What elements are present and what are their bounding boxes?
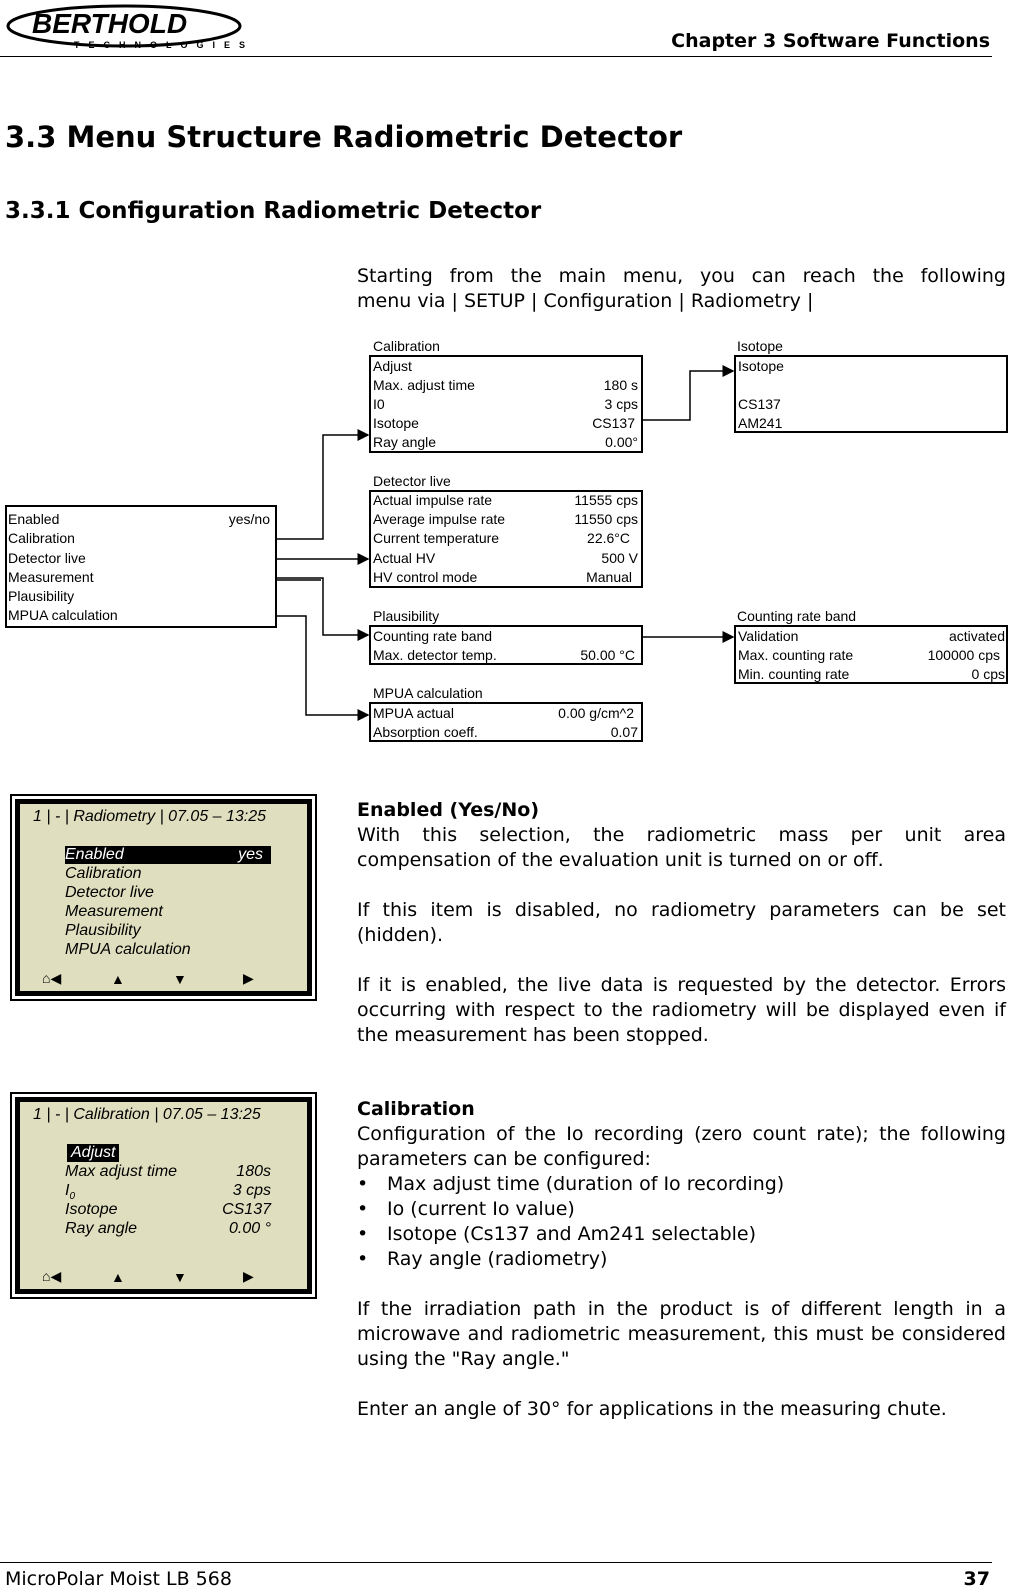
page-number: 37: [963, 1568, 990, 1590]
lcd-selected-item[interactable]: Adjust: [67, 1144, 119, 1162]
footer-divider: [0, 1562, 992, 1563]
list-item: • Max adjust time (duration of Io recording): [357, 1172, 1006, 1197]
main-enabled: Enabled: [8, 511, 60, 527]
svg-text:Average impulse rate: Average impulse rate: [373, 511, 506, 527]
cal-row-label: Max. adjust time: [373, 377, 475, 393]
calibration-box: [370, 338, 642, 452]
svg-text:22.6°C: 22.6°C: [587, 530, 630, 546]
calibration-title: Calibration: [373, 338, 440, 354]
svg-text:500 V: 500 V: [601, 550, 638, 566]
svg-text:11555 cps: 11555 cps: [574, 492, 638, 508]
svg-text:Validation: Validation: [738, 628, 799, 644]
down-button[interactable]: ▼: [173, 1269, 187, 1285]
svg-text:0.00 g/cm^2: 0.00 g/cm^2: [558, 705, 634, 721]
list-item: • Io (current Io value): [357, 1197, 1006, 1222]
up-button[interactable]: ▲: [111, 971, 125, 987]
mpua-title: MPUA calculation: [373, 685, 483, 701]
main-item: MPUA calculation: [8, 607, 118, 623]
logo-text: BERTHOLD: [32, 8, 188, 39]
svg-text:Absorption coeff.: Absorption coeff.: [373, 724, 478, 740]
svg-text:Min. counting rate: Min. counting rate: [738, 666, 850, 682]
enabled-section: Enabled (Yes/No) With this selection, the radiometric mass per unit area compensation of the evaluation unit is turned on or off. If this item is disabled, no radiometry parameters can be set (hidden). If it is enabled, the live data is requested by the detector. Errors occurring with respect to the radiometry will be displayed even if the measurement has been stopped.: [357, 799, 1006, 1046]
svg-text:Actual HV: Actual HV: [373, 550, 436, 566]
lcd-item[interactable]: Plausibility: [65, 922, 141, 939]
svg-text:Max. counting rate: Max. counting rate: [738, 647, 854, 663]
list-item: • Ray angle (radiometry): [357, 1247, 1006, 1272]
cal-row-value: 3 cps: [604, 396, 638, 412]
svg-text:Counting rate band: Counting rate band: [373, 628, 493, 644]
enabled-heading: Enabled (Yes/No): [357, 799, 540, 821]
footer-product: MicroPolar Moist LB 568: [5, 1568, 232, 1590]
cal-row-value: 0.00°: [605, 434, 638, 450]
lcd-selected-item[interactable]: Enabled yes: [65, 846, 271, 864]
logo-subtext: TECHNOLOGIES: [74, 40, 255, 50]
lcd-item[interactable]: Detector live: [65, 884, 154, 901]
main-item: Calibration: [8, 530, 75, 546]
cal-row-label: Adjust: [373, 358, 412, 374]
right-button[interactable]: ▶: [243, 1268, 254, 1284]
plausibility-box: [370, 608, 642, 664]
list-item: • Isotope (Cs137 and Am241 selectable): [357, 1222, 1006, 1247]
detector-live-box: [370, 473, 642, 587]
svg-text:HV control mode: HV control mode: [373, 569, 478, 585]
svg-text:50.00 °C: 50.00 °C: [580, 647, 635, 663]
svg-text:0 cps: 0 cps: [971, 666, 1005, 682]
header-divider: [0, 56, 992, 57]
main-enabled-value: yes/no: [228, 511, 270, 527]
main-item: Measurement: [8, 569, 94, 585]
main-item: Detector live: [8, 550, 86, 566]
lcd-calibration: [10, 1092, 317, 1299]
isotope-row: Isotope: [738, 358, 784, 374]
svg-text:11550 cps: 11550 cps: [574, 511, 638, 527]
counting-rate-band-box: [735, 608, 1007, 683]
detector-live-title: Detector live: [373, 473, 451, 489]
up-button[interactable]: ▲: [111, 1269, 125, 1285]
subsection-title: 3.3.1 Configuration Radiometric Detector: [5, 198, 542, 224]
home-back-button[interactable]: ⌂◀: [42, 1268, 62, 1284]
isotope-title: Isotope: [737, 338, 783, 354]
lcd-radiometry: [10, 794, 317, 1001]
section-title: 3.3 Menu Structure Radiometric Detector: [5, 120, 683, 154]
lcd-status-bar: 1 | - | Calibration | 07.05 – 13:25: [33, 1106, 261, 1123]
lcd-item[interactable]: Measurement: [65, 903, 163, 920]
cal-row-label: Ray angle: [373, 434, 437, 450]
cal-row-value: 180 s: [603, 377, 638, 393]
main-menu-box: [6, 506, 276, 627]
chapter-title: Chapter 3 Software Functions: [671, 30, 990, 52]
menu-structure-diagram: [0, 335, 1010, 765]
calibration-heading: Calibration: [357, 1098, 475, 1120]
cal-row-label: Isotope: [373, 415, 419, 431]
svg-text:MPUA actual: MPUA actual: [373, 705, 454, 721]
intro-text: Starting from the main menu, you can reach the following menu via | SETUP | Configuration | Radiometry |: [357, 265, 1006, 312]
svg-text:Manual: Manual: [586, 569, 632, 585]
svg-text:activated: activated: [948, 628, 1005, 644]
lcd-item[interactable]: Ray angle 0.00 °: [65, 1220, 271, 1237]
plausibility-title: Plausibility: [373, 608, 440, 624]
home-back-button[interactable]: ⌂◀: [42, 970, 62, 986]
right-button[interactable]: ▶: [243, 970, 254, 986]
isotope-box: [735, 338, 1007, 432]
isotope-row: CS137: [738, 396, 781, 412]
svg-text:Actual impulse rate: Actual impulse rate: [373, 492, 493, 508]
mpua-box: [370, 685, 642, 741]
calibration-section: Calibration Configuration of the Io recording (zero count rate); the following parameters can be configured: • Max adjust time (duration of Io recording) • Io (current Io value) • Isotope (Cs137 and Am241 selectable) • Ray angle (radiometry) If the irradiation path in the product is of different length in a microwave and radiometric measurement, this must be considered using the "Ray angle." Enter an angle of 30° for applications in the measuring chute.: [357, 1097, 1006, 1422]
svg-text:100000 cps: 100000 cps: [927, 647, 1000, 663]
lcd-item[interactable]: Calibration: [65, 865, 142, 882]
lcd-item[interactable]: MPUA calculation: [65, 941, 191, 958]
svg-text:Current temperature: Current temperature: [373, 530, 500, 546]
calibration-bullets: [357, 1172, 1006, 1272]
main-item: Plausibility: [8, 588, 75, 604]
svg-text:0.07: 0.07: [610, 724, 638, 740]
isotope-row: AM241: [738, 415, 783, 431]
counting-band-title: Counting rate band: [737, 608, 857, 624]
cal-row-value: CS137: [592, 415, 635, 431]
cal-row-label: I0: [373, 396, 385, 412]
svg-text:Max. detector temp.: Max. detector temp.: [373, 647, 497, 663]
lcd-item[interactable]: $I_0$ 3 cps: [65, 1182, 271, 1203]
lcd-item[interactable]: Max adjust time 180s: [65, 1163, 271, 1180]
lcd-status-bar: 1 | - | Radiometry | 07.05 – 13:25: [33, 808, 267, 825]
berthold-logo: [4, 2, 304, 50]
lcd-item[interactable]: Isotope CS137: [65, 1201, 271, 1218]
down-button[interactable]: ▼: [173, 971, 187, 987]
